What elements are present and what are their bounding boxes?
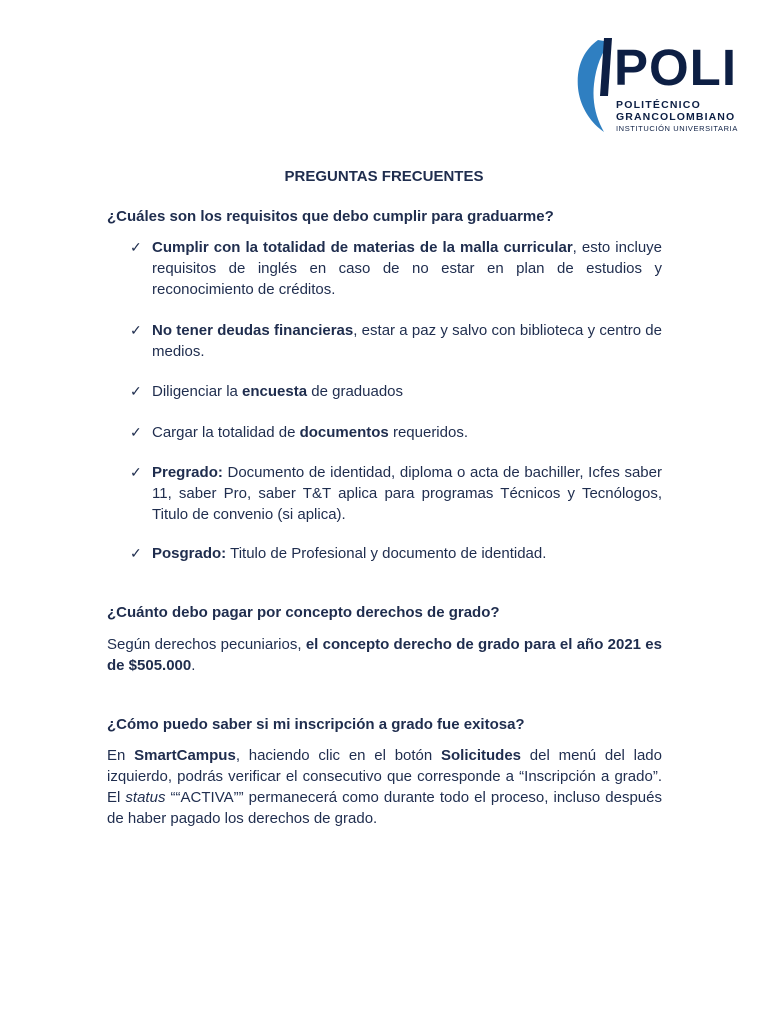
item-text: , esto incluye requisitos de inglés en caso de no estar en plan de estudios y reconocimiento de créditos. [152,239,663,298]
question-payment: ¿Cuánto debo pagar por concepto derechos de grado? [107,604,500,621]
logo-line-1: POLITÉCNICO [616,99,701,111]
item-bold: Pregrado: [152,464,223,481]
item-text: de graduados [307,383,404,400]
list-item [130,381,662,402]
question-requirements: ¿Cuáles son los requisitos que debo cumplir para graduarme? [107,208,554,225]
item-bold: No tener deudas financieras [152,322,354,339]
answer-text: , haciendo clic en el botón [235,747,441,764]
checkmark-icon: ✓ [130,322,142,338]
logo-line-3: INSTITUCIÓN UNIVERSITARIA [616,124,738,133]
item-text-pre: Cargar la totalidad de [152,424,300,441]
item-bold: Posgrado: [152,545,227,562]
list-item [130,462,662,525]
item-text: Documento de identidad, diploma o acta de bachiller, Icfes saber 11, saber Pro, saber T&T aplica para programas Técnicos y Tecnólogos, Titulo de convenio (si aplica). [152,464,662,523]
item-text: , estar a paz y salvo con biblioteca y centro de medios. [152,322,662,360]
answer-text-end: . [191,657,196,674]
checkmark-icon: ✓ [130,545,142,561]
logo-brand-text: POLI [614,39,738,96]
checkmark-icon: ✓ [130,383,142,399]
item-bold: Cumplir con la totalidad de materias de la malla curricular [152,239,573,256]
item-bold: documentos [299,424,389,441]
answer-payment [107,634,662,676]
poli-logo-mark-icon [574,36,614,136]
list-item [130,320,662,362]
poli-logo [574,36,742,136]
answer-registration [107,745,662,829]
logo-line-2: GRANCOLOMBIANO [616,111,736,123]
question-registration: ¿Cómo puedo saber si mi inscripción a grado fue exitosa? [107,716,525,733]
item-text: requeridos. [388,424,468,441]
checkmark-icon: ✓ [130,464,142,480]
checkmark-icon: ✓ [130,239,142,255]
item-text-pre: Diligenciar la [152,383,243,400]
answer-bold: el concepto derecho de grado para el año 2021 es de $505.000 [107,636,662,674]
answer-text-pre: Según derechos pecuniarios, [107,636,306,653]
list-item [130,422,662,443]
status-italic: status [125,789,166,806]
item-bold: encuesta [242,383,308,400]
checkmark-icon: ✓ [130,424,142,440]
item-text: Titulo de Profesional y documento de identidad. [226,545,547,562]
solicitudes-bold: Solicitudes [441,747,522,764]
answer-text: En [107,747,135,764]
list-item [130,543,662,564]
page-title: PREGUNTAS FRECUENTES [284,168,484,185]
answer-text: del menú del lado izquierdo, podrás verificar el consecutivo que corresponde a “Inscripción a grado”. El [107,747,662,806]
answer-text: ““ACTIVA”” permanecerá como durante todo el proceso, incluso después de haber pagado los derechos de grado. [107,789,662,827]
list-item [130,237,662,300]
smartcampus-bold: SmartCampus [134,747,236,764]
